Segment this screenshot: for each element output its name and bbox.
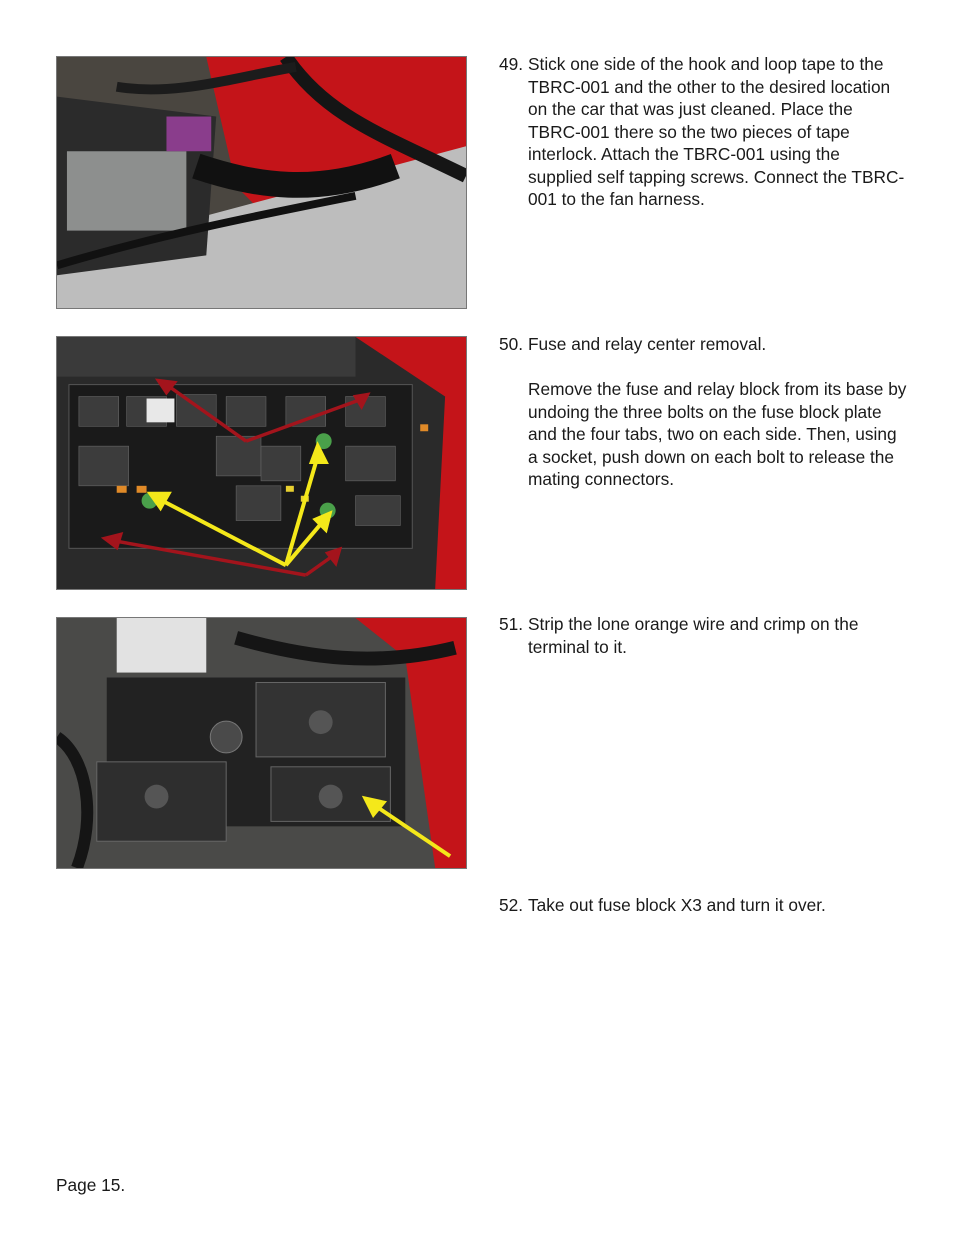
- instruction-step: [499, 894, 909, 917]
- step-number: 51.: [499, 614, 524, 634]
- instruction-step: [499, 333, 909, 491]
- step-text: Take out fuse block X3 and turn it over.: [528, 895, 826, 915]
- step-text: Strip the lone orange wire and crimp on the terminal to it.: [528, 614, 859, 657]
- step-number: 49.: [499, 54, 524, 74]
- step-number: 52.: [499, 895, 524, 915]
- step-heading: Fuse and relay center removal.: [528, 334, 767, 354]
- instruction-step: [499, 613, 909, 658]
- photo-fuse-relay-center: [56, 336, 467, 590]
- photo-wiring-harness: [56, 56, 467, 309]
- step-text: Remove the fuse and relay block from its base by undoing the three bolts on the fuse block plate and the four tabs, two on each side. Then, using a socket, push down on each bolt to release the mating connectors.: [528, 379, 907, 489]
- photo-fuse-block-base: [56, 617, 467, 869]
- step-text: Stick one side of the hook and loop tape to the TBRC-001 and the other to the desired location on the car that was just cleaned. Place the TBRC-001 there so the two pieces of tape interlock. Attach the TBRC-001 using the supplied self tapping screws. Connect the TBRC-001 to the fan harness.: [528, 54, 905, 209]
- instruction-step: [499, 53, 909, 211]
- page-number: Page 15.: [56, 1175, 126, 1195]
- step-number: 50.: [499, 334, 524, 354]
